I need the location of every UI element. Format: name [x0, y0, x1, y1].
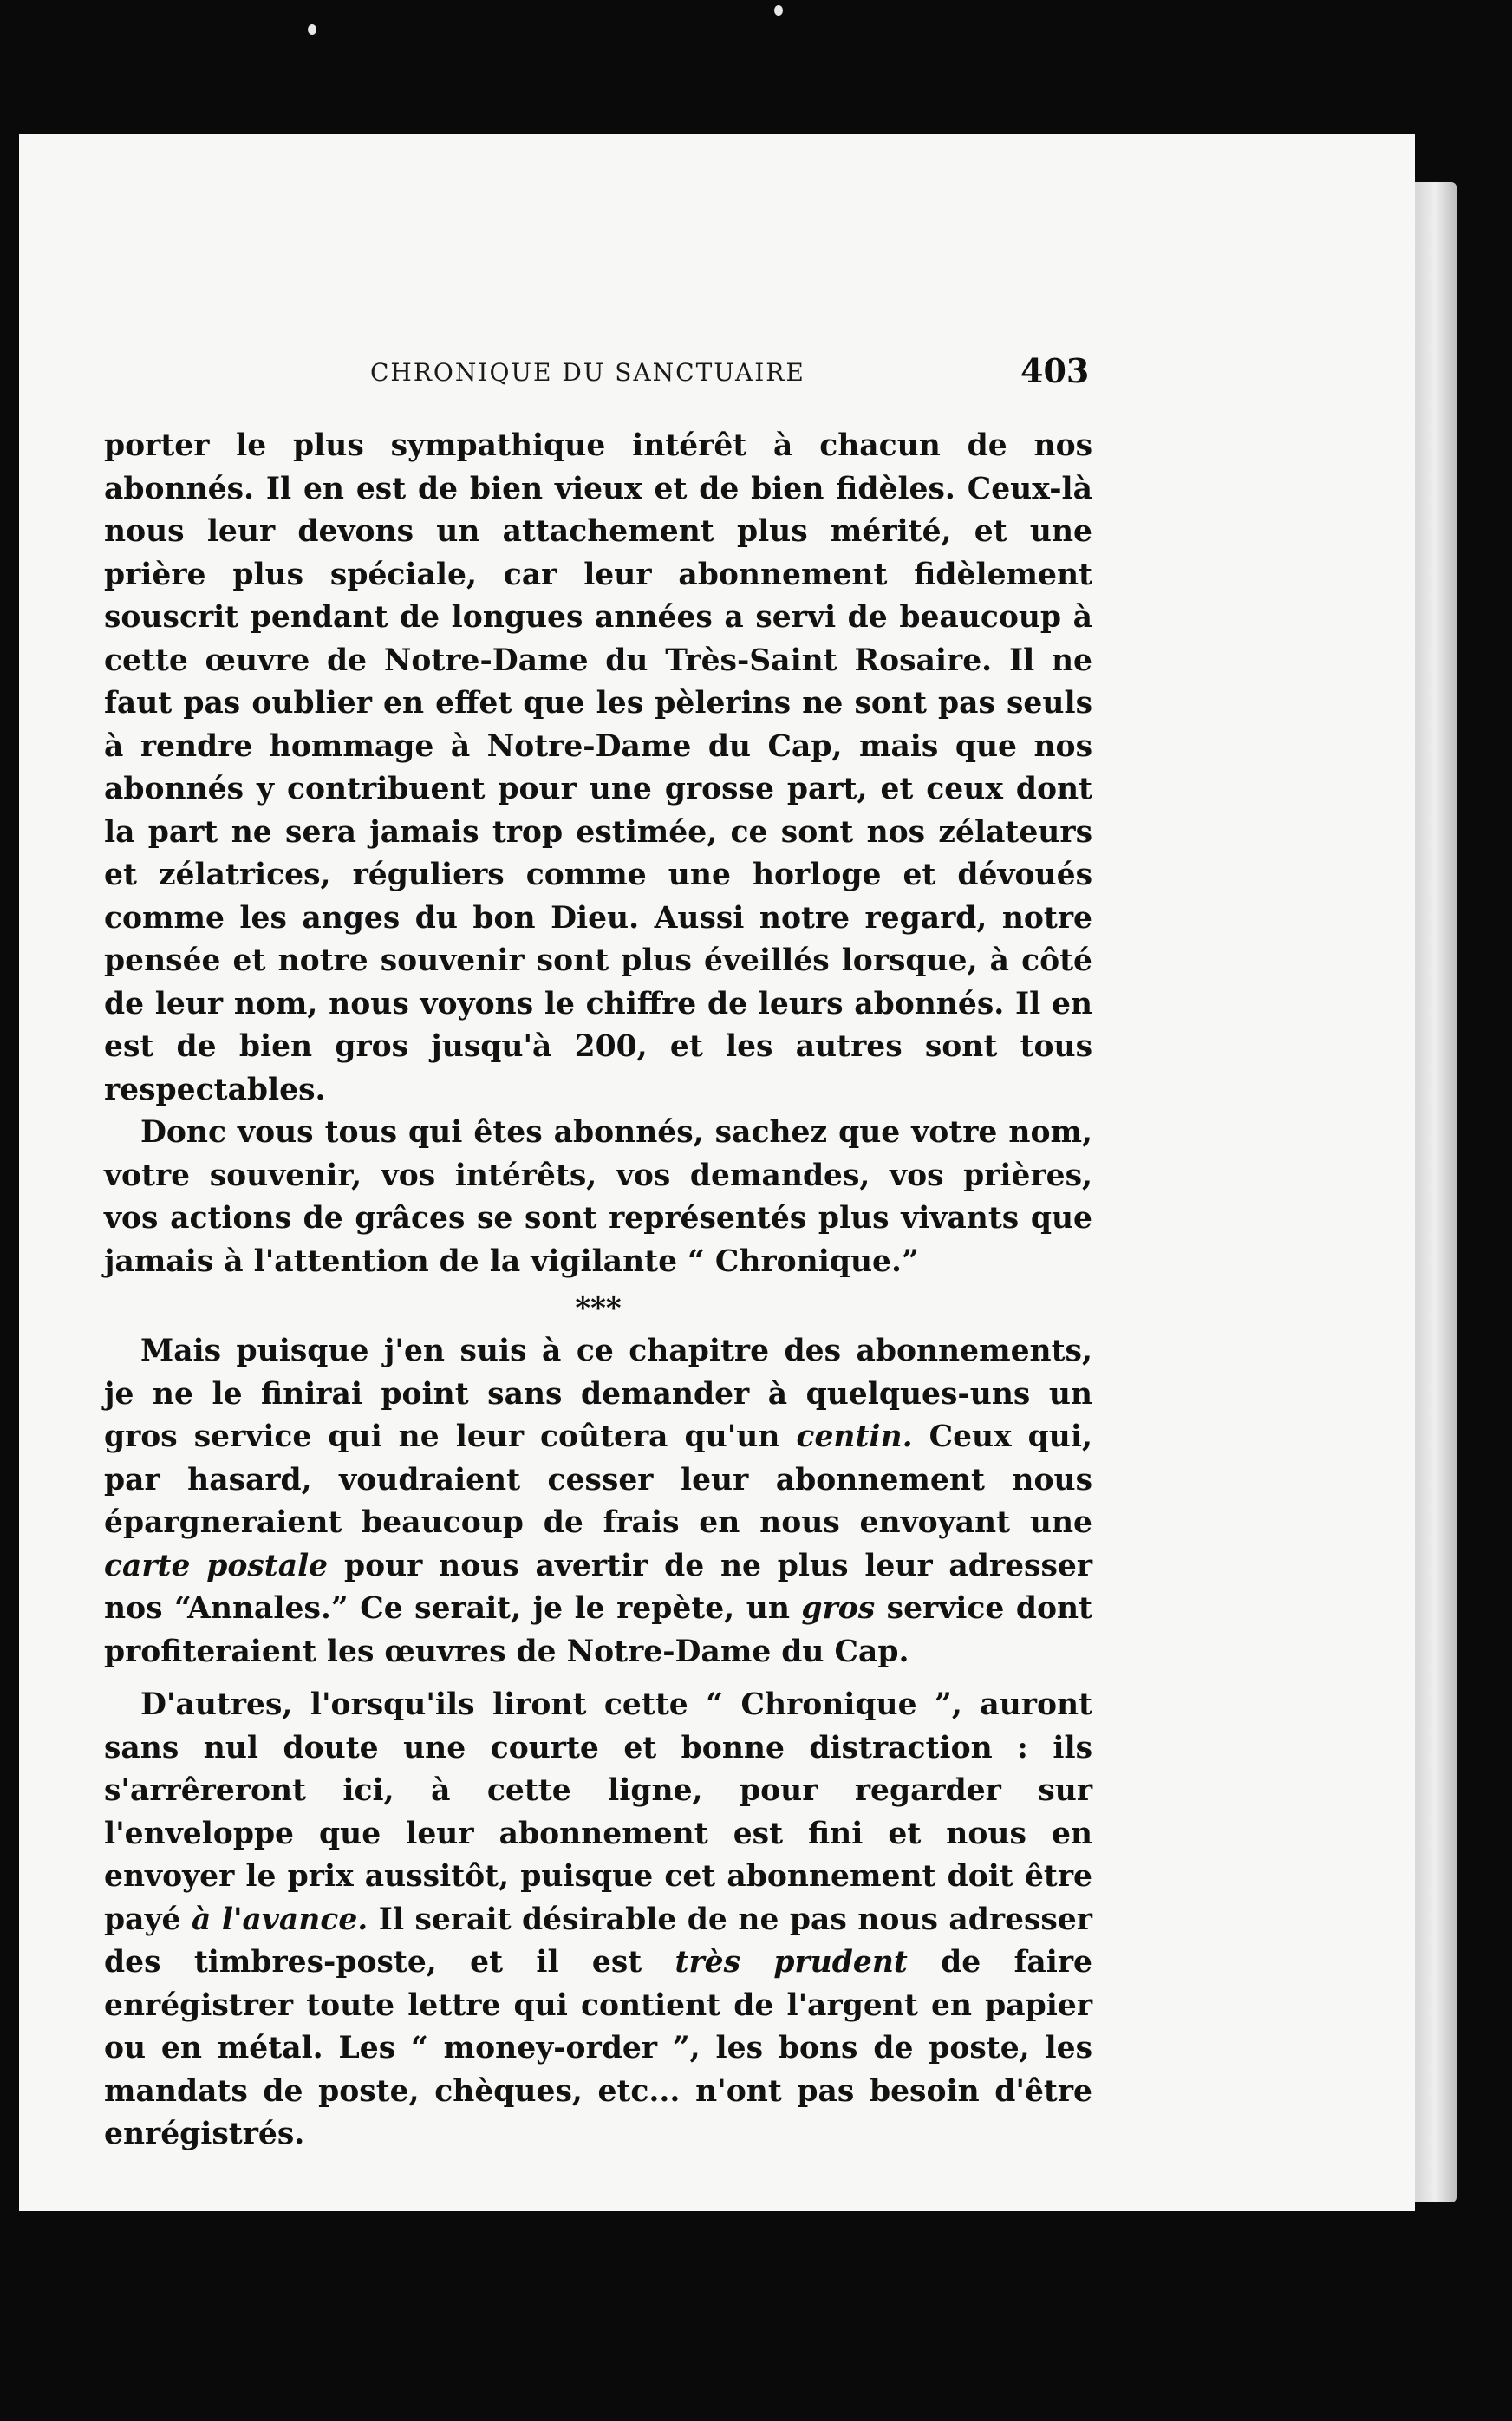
- paragraph-4-emphasis-1: à l'avance.: [191, 1902, 368, 1937]
- paragraph-4-text-b: Il serait désirable de ne pas nous adresser des timbres-poste, et il est: [104, 1902, 1092, 1980]
- paragraph-3-emphasis-1: centin.: [796, 1419, 913, 1454]
- body-text: [104, 425, 1092, 2157]
- section-separator: ***: [575, 1291, 622, 1326]
- paragraph-4-text-c: de faire enrégistrer toute lettre qui contient de l'argent en papier ou en métal. Les “ money-order ”, les bons de poste, les mandats de poste, chèques, etc... n'ont pas besoin d'être enrégistrés.: [104, 1945, 1092, 2151]
- paragraph-4-emphasis-2: très prudent: [675, 1945, 908, 1980]
- paragraph-3: [104, 1330, 1092, 1674]
- paragraph-1: porter le plus sympathique intérêt à chacun de nos abonnés. Il en est de bien vieux et de bien fidèles. Ceux-là nous leur devons un attachement plus mérité, et une prière plus spéciale, car leur abonnement fidèlement souscrit pendant de longues années a servi de beaucoup à cette œuvre de Notre-Dame du Très-Saint Rosaire. Il ne faut pas oublier en effet que les pèlerins ne sont pas seuls à rendre hommage à Notre-Dame du Cap, mais que nos abonnés y contribuent pour une grosse part, et ceux dont la part ne sera jamais trop estimée, ce sont nos zélateurs et zélatrices, réguliers comme une horloge et dévoués comme les anges du bon Dieu. Aussi notre regard, notre pensée et notre souvenir sont plus éveillés lorsque, à côté de leur nom, nous voyons le chiffre de leurs abonnés. Il en est de bien gros jusqu'à 200, et les autres sont tous respectables.: [104, 428, 1092, 1107]
- scan-dust-speck: [774, 5, 783, 16]
- paragraph-3-text-b: Ceux qui, par hasard, voudraient cesser leur abonnement nous épargneraient beaucoup de frais en nous envoyant une: [104, 1419, 1092, 1540]
- paragraph-3-text-c: pour nous avertir de ne plus leur adresser nos “Annales.” Ce serait, je le repète, un: [104, 1548, 1093, 1626]
- page-number: 403: [1020, 351, 1090, 390]
- scan-dust-speck: [308, 24, 316, 35]
- paragraph-3-text-a: Mais puisque j'en suis à ce chapitre des abonnements, je ne le finirai point sans demander à quelques-uns un gros service qui ne leur coûtera qu'un: [104, 1334, 1092, 1454]
- paragraph-2: Donc vous tous qui êtes abonnés, sachez que votre nom, votre souvenir, vos intérêts, vos demandes, vos prières, vos actions de grâces se sont représentés plus vivants que jamais à l'attention de la vigilante “ Chronique.”: [104, 1115, 1092, 1279]
- scanned-page: [19, 134, 1415, 2211]
- paragraph-4-text-a: D'autres, l'orsqu'ils liront cette “ Chronique ”, auront sans nul doute une courte et bonne distraction : ils s'arrêreront ici, à cette ligne, pour regarder sur l'enveloppe que leur abonnement est fini et nous en envoyer le prix aussitôt, puisque cet abonnement doit être payé: [104, 1687, 1092, 1937]
- paragraph-3-emphasis-3: gros: [801, 1591, 876, 1626]
- paragraph-3-emphasis-2: carte postale: [104, 1548, 329, 1583]
- page-header: [19, 351, 1415, 410]
- paragraph-4: [104, 1684, 1092, 2157]
- paragraph-3-text-d: service dont profiteraient les œuvres de Notre-Dame du Cap.: [104, 1591, 1092, 1669]
- running-title: CHRONIQUE DU SANCTUAIRE: [370, 358, 805, 387]
